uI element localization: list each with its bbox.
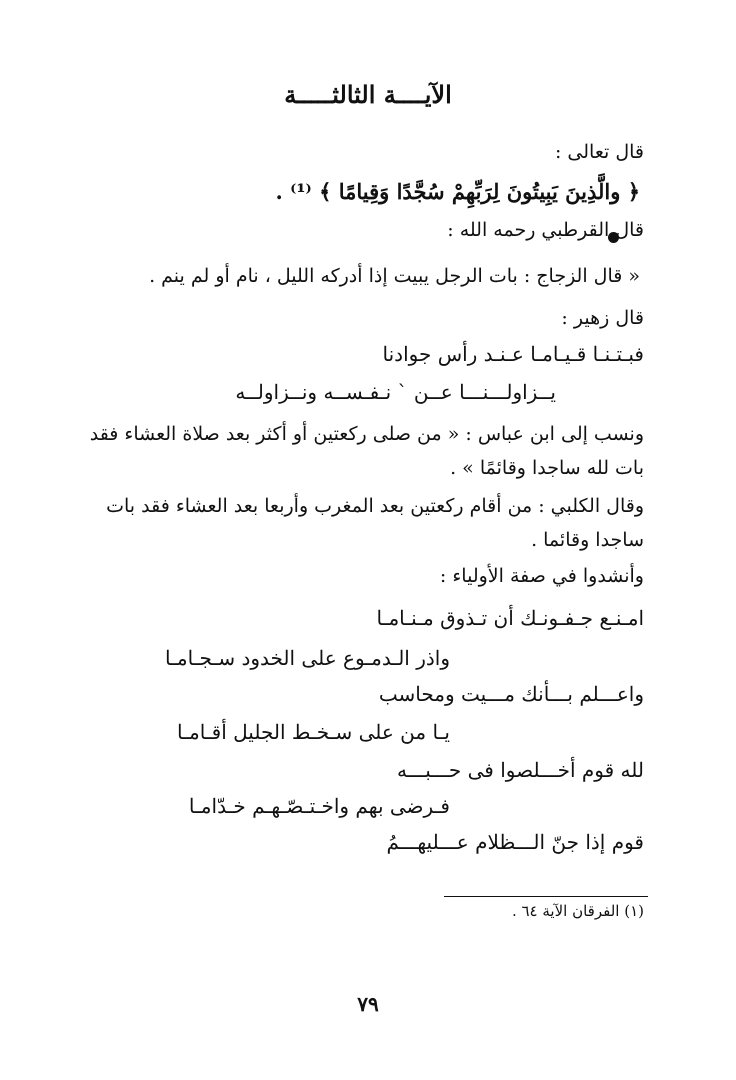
paragraph-line: بات لله ساجدا وقائمًا » . xyxy=(450,457,644,479)
poem-verse: واعـــلم بـــأنك مـــيت ومحاسب xyxy=(378,682,644,706)
paragraph-line: ونسب إلى ابن عباس : « من صلى ركعتين أو أكثر بعد صلاة العشاء فقد xyxy=(89,423,644,445)
poem-verse: واذر الـدمـوع على الخدود سـجـامـا xyxy=(164,646,450,670)
footnote-divider xyxy=(444,896,648,897)
page-number: ٧٩ xyxy=(357,992,379,1016)
footnote: (١) الفرقان الآية ٦٤ . xyxy=(511,902,644,920)
paragraph-line: وقال الكلبي : من أقام ركعتين بعد المغرب وأربعا بعد العشاء فقد بات xyxy=(106,495,644,517)
poem-verse: قوم إذا جنّ الـــظلام عـــليهـــمُ xyxy=(386,830,644,854)
text-line: قال تعالى : xyxy=(554,141,644,163)
poem-verse: امـنـع جـفـونـك أن تـذوق مـنـامـا xyxy=(376,606,644,630)
section-title: الآيــــة الثالثـــــة xyxy=(284,80,452,109)
poem-verse: فـرضى بهم واخـتـصّـهـم خـدّامـا xyxy=(188,794,450,818)
poem-verse: لله قوم أخـــلصوا فى حـــبـــه xyxy=(396,758,644,782)
quote-line: « قال الزجاج : بات الرجل يبيت إذا أدركه الليل ، نام أو لم ينم . xyxy=(149,265,640,287)
text-line: قال زهير : xyxy=(561,307,644,329)
text-line: وأنشدوا في صفة الأولياء : xyxy=(439,565,644,587)
paragraph-line: ساجدا وقائما . xyxy=(531,529,644,551)
poem-verse: يـا من على سـخـط الجليل أقـامـا xyxy=(177,720,450,744)
poem-verse: يــزاولـــنـــا عــن ` نـفـســه ونــزاولــه xyxy=(235,380,556,404)
quran-verse: ﴿ والَّذِينَ يَبِيتُونَ لِرَبِّهِمْ سُجَّدًا وَقِيامًا ﴾ ⁽¹⁾ . xyxy=(275,179,640,204)
poem-verse: فبـتـنـا قـيـامـا عـنـد رأس جوادنا xyxy=(382,342,644,366)
text-line: قال القرطبي رحمه الله : xyxy=(447,219,644,241)
